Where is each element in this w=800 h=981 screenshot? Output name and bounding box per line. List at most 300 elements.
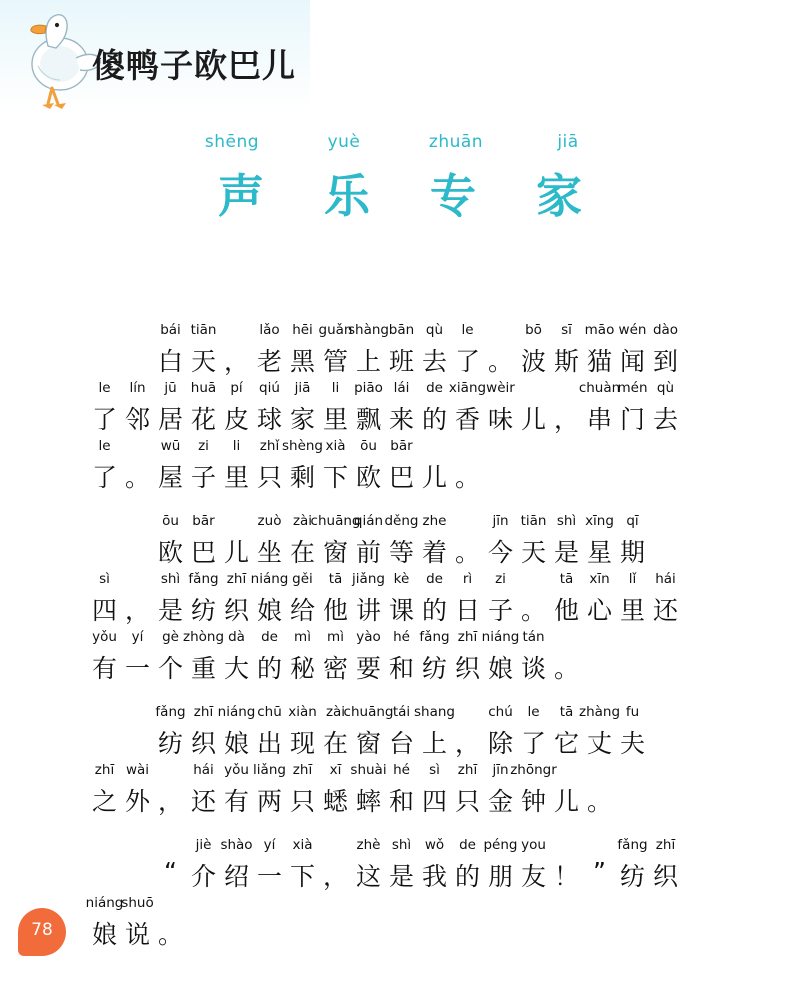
hanzi-char: 密 (322, 654, 349, 683)
hanzi-char: 。 (124, 463, 151, 492)
pinyin-syllable: sì (429, 762, 440, 778)
pinyin-syllable: shuō (121, 895, 154, 911)
pinyin-row (88, 438, 672, 458)
hanzi-char: 里 (619, 596, 646, 625)
hanzi-char: 下 (289, 862, 316, 891)
pinyin-syllable: xīn (589, 571, 610, 587)
pinyin-syllable: zhī (94, 762, 115, 778)
hanzi-char: 心 (586, 596, 613, 625)
pinyin-syllable: zài (292, 513, 313, 529)
pinyin-syllable: xī (329, 762, 342, 778)
hanzi-char: 上 (421, 729, 448, 758)
pinyin-syllable: mì (327, 629, 344, 645)
pinyin-syllable: jiā (294, 380, 311, 396)
pinyin-syllable: zhòng (182, 629, 225, 645)
hanzi-char: 除 (487, 729, 514, 758)
hanzi-char: 课 (388, 596, 415, 625)
hanzi-char: 坐 (256, 538, 283, 567)
pinyin-syllable: xiàn (288, 704, 317, 720)
hanzi-char: 子 (190, 463, 217, 492)
chapter-title: 声 乐 专 家 (217, 169, 605, 223)
pinyin-syllable: shì (160, 571, 181, 587)
pinyin-syllable: de (261, 629, 278, 645)
pinyin-syllable: bār (390, 438, 413, 454)
pinyin-syllable: fu (625, 704, 640, 720)
hanzi-char: 了 (91, 405, 118, 434)
hanzi-char: 居 (157, 405, 184, 434)
hanzi-char: 要 (355, 654, 382, 683)
hanzi-char: 这 (355, 862, 382, 891)
pinyin-syllable: hái (655, 571, 676, 587)
hanzi-char: 屋 (157, 463, 184, 492)
hanzi-char: 是 (553, 538, 580, 567)
hanzi-char: 天 (190, 347, 217, 376)
pinyin-syllable: zhī (457, 629, 478, 645)
pinyin-syllable: děng (384, 513, 419, 529)
hanzi-char: 织 (652, 862, 679, 891)
hanzi-row (88, 342, 679, 380)
hanzi-row (88, 458, 672, 496)
pinyin-row (88, 629, 672, 649)
text-line (85, 895, 672, 953)
pinyin-syllable: shì (391, 837, 412, 853)
hanzi-char: 儿 (421, 463, 448, 492)
hanzi-char: 去 (421, 347, 448, 376)
pinyin-syllable: niáng (481, 629, 520, 645)
hanzi-char: 。 (454, 538, 481, 567)
pinyin-syllable: you (521, 837, 546, 853)
pinyin-syllable: qián (353, 513, 384, 529)
hanzi-char: 去 (652, 405, 679, 434)
hanzi-char: 娘 (223, 729, 250, 758)
pinyin-syllable: qù (656, 380, 675, 396)
hanzi-char: 。 (520, 596, 547, 625)
pinyin-syllable: zuò (257, 513, 282, 529)
text-line (88, 438, 672, 496)
pinyin-syllable: zhe (422, 513, 447, 529)
pinyin-syllable: hé (393, 629, 410, 645)
pinyin-syllable: yǒu (224, 762, 249, 778)
pinyin-row (88, 322, 679, 342)
pinyin-syllable: zhī (292, 762, 313, 778)
hanzi-char: 是 (388, 862, 415, 891)
pinyin-syllable: zi (198, 438, 209, 454)
hanzi-row (88, 649, 672, 687)
pinyin-syllable: mì (294, 629, 311, 645)
pinyin-syllable: māo (584, 322, 615, 338)
pinyin-syllable: tā (559, 571, 574, 587)
hanzi-char: 台 (388, 729, 415, 758)
pinyin-syllable: fǎng (617, 837, 648, 853)
pinyin-syllable: péng (483, 837, 518, 853)
hanzi-char: 秘 (289, 654, 316, 683)
pinyin-syllable: tán (522, 629, 545, 645)
hanzi-char: 天 (520, 538, 547, 567)
hanzi-char: 出 (256, 729, 283, 758)
hanzi-char: 家 (289, 405, 316, 434)
hanzi-char: 白 (157, 347, 184, 376)
pinyin-syllable: bō (525, 322, 542, 338)
pinyin-syllable: lǐ (628, 571, 637, 587)
hanzi-char: “ (164, 857, 177, 886)
hanzi-char: 球 (256, 405, 283, 434)
chapter-pinyin-1: shēng (204, 132, 260, 152)
hanzi-char: 在 (322, 729, 349, 758)
text-line (88, 837, 679, 895)
pinyin-syllable: xià (325, 438, 346, 454)
hanzi-char: 织 (454, 654, 481, 683)
hanzi-char: 。 (487, 347, 514, 376)
hanzi-char: ， (157, 787, 184, 816)
pinyin-syllable: sì (99, 571, 110, 587)
text-line (88, 571, 679, 629)
hanzi-row (88, 782, 672, 820)
pinyin-syllable: tā (559, 704, 574, 720)
hanzi-char: 四 (91, 596, 118, 625)
pinyin-syllable: hái (193, 762, 214, 778)
hanzi-char: 。 (454, 463, 481, 492)
pinyin-syllable: lín (129, 380, 146, 396)
hanzi-char: 在 (289, 538, 316, 567)
pinyin-syllable: de (426, 571, 443, 587)
hanzi-char: 到 (652, 347, 679, 376)
hanzi-char: 前 (355, 538, 382, 567)
hanzi-char: 窗 (355, 729, 382, 758)
pinyin-syllable: yǒu (92, 629, 117, 645)
pinyin-syllable: qī (626, 513, 639, 529)
hanzi-char: 斯 (553, 347, 580, 376)
hanzi-char: 讲 (355, 596, 382, 625)
page-number: 78 (31, 920, 53, 940)
hanzi-char: ， (553, 405, 580, 434)
hanzi-char: ， (223, 347, 250, 376)
pinyin-syllable: le (98, 438, 111, 454)
story-body (85, 322, 679, 970)
pinyin-syllable: mén (617, 380, 648, 396)
hanzi-char: 窗 (322, 538, 349, 567)
pinyin-syllable: tái (392, 704, 411, 720)
hanzi-char: 黑 (289, 347, 316, 376)
pinyin-syllable: bān (388, 322, 415, 338)
hanzi-row (88, 533, 672, 571)
pinyin-syllable: wèir (486, 380, 515, 396)
pinyin-syllable: jiǎng (352, 571, 385, 587)
hanzi-char: 期 (619, 538, 646, 567)
pinyin-syllable: niáng (85, 895, 124, 911)
pinyin-syllable: shang (414, 704, 455, 720)
pinyin-syllable: zi (495, 571, 506, 587)
hanzi-char: ， (322, 862, 349, 891)
hanzi-char: 有 (223, 787, 250, 816)
hanzi-char: 绍 (223, 862, 250, 891)
chapter-pinyin-4: jiā (557, 132, 579, 152)
hanzi-char: 他 (553, 596, 580, 625)
hanzi-char: 和 (388, 654, 415, 683)
pinyin-syllable: fǎng (419, 629, 450, 645)
hanzi-char: 织 (190, 729, 217, 758)
pinyin-syllable: niáng (217, 704, 256, 720)
pinyin-syllable: ōu (162, 513, 179, 529)
hanzi-char: 给 (289, 596, 316, 625)
pinyin-syllable: tiān (520, 513, 547, 529)
pinyin-syllable: ōu (360, 438, 377, 454)
pinyin-syllable: bār (192, 513, 215, 529)
text-line (88, 629, 672, 687)
hanzi-char: 的 (256, 654, 283, 683)
hanzi-char: 了 (454, 347, 481, 376)
hanzi-char: 里 (223, 463, 250, 492)
chapter-pinyin-2: yuè (327, 132, 361, 152)
hanzi-char: 。 (553, 654, 580, 683)
hanzi-char: 的 (454, 862, 481, 891)
paragraph (88, 513, 679, 687)
hanzi-char: 还 (652, 596, 679, 625)
hanzi-char: 今 (487, 538, 514, 567)
hanzi-char: 纺 (190, 596, 217, 625)
pinyin-syllable: hé (393, 762, 410, 778)
hanzi-char: 一 (124, 654, 151, 683)
hanzi-char: 花 (190, 405, 217, 434)
pinyin-syllable: de (426, 380, 443, 396)
hanzi-char: 等 (388, 538, 415, 567)
hanzi-char: ， (124, 596, 151, 625)
pinyin-syllable: li (331, 380, 340, 396)
hanzi-char: 管 (322, 347, 349, 376)
pinyin-syllable: wū (160, 438, 181, 454)
pinyin-syllable: fǎng (155, 704, 186, 720)
pinyin-syllable: le (98, 380, 111, 396)
page-banner (0, 0, 800, 118)
pinyin-syllable: yào (356, 629, 381, 645)
hanzi-char: 金 (487, 787, 514, 816)
paragraph (88, 704, 672, 820)
hanzi-char: 蟋 (322, 787, 349, 816)
pinyin-syllable: dà (228, 629, 245, 645)
hanzi-char: 和 (388, 787, 415, 816)
pinyin-syllable: yí (263, 837, 276, 853)
hanzi-char: 了 (91, 463, 118, 492)
hanzi-char: 剩 (289, 463, 316, 492)
pinyin-syllable: le (461, 322, 474, 338)
hanzi-char: 娘 (256, 596, 283, 625)
series-title: 傻鸭子欧巴儿 (92, 46, 296, 85)
pinyin-syllable: lǎo (259, 322, 280, 338)
hanzi-char: 纺 (157, 729, 184, 758)
hanzi-char: 大 (223, 654, 250, 683)
pinyin-syllable: zhàng (578, 704, 621, 720)
hanzi-char: 了 (520, 729, 547, 758)
hanzi-row (88, 857, 679, 895)
hanzi-char: 个 (157, 654, 184, 683)
text-line (88, 762, 672, 820)
hanzi-char: 下 (322, 463, 349, 492)
hanzi-char: 巴 (388, 463, 415, 492)
pinyin-syllable: qù (425, 322, 444, 338)
pinyin-syllable: yí (131, 629, 144, 645)
pinyin-syllable: zhī (655, 837, 676, 853)
pinyin-syllable: wǒ (424, 837, 445, 853)
hanzi-char: 介 (190, 862, 217, 891)
chapter-pinyin-3: zhuān (428, 132, 484, 152)
hanzi-char: 朋 (487, 862, 514, 891)
hanzi-char: 皮 (223, 405, 250, 434)
hanzi-char: ” (593, 857, 606, 886)
hanzi-char: 欧 (355, 463, 382, 492)
hanzi-char: 钟 (520, 787, 547, 816)
hanzi-char: 织 (223, 596, 250, 625)
hanzi-char: 只 (289, 787, 316, 816)
hanzi-char: 夫 (619, 729, 646, 758)
paragraph (85, 837, 679, 953)
hanzi-char: 。 (157, 920, 184, 949)
pinyin-syllable: zhǐ (259, 438, 280, 454)
hanzi-char: 纺 (421, 654, 448, 683)
pinyin-syllable: kè (393, 571, 410, 587)
pinyin-syllable: chuāng (310, 513, 361, 529)
chapter-pinyin-row (0, 132, 800, 152)
pinyin-syllable: bái (160, 322, 181, 338)
pinyin-syllable: gěi (292, 571, 313, 587)
pinyin-syllable: shuài (350, 762, 387, 778)
hanzi-char: 现 (289, 729, 316, 758)
hanzi-char: 香 (454, 405, 481, 434)
hanzi-char: 猫 (586, 347, 613, 376)
hanzi-char: 味 (487, 405, 514, 434)
pinyin-row (85, 895, 672, 915)
hanzi-char: 只 (256, 463, 283, 492)
pinyin-syllable: huā (190, 380, 217, 396)
hanzi-char: 老 (256, 347, 283, 376)
pinyin-syllable: zài (325, 704, 346, 720)
hanzi-char: 。 (586, 787, 613, 816)
text-line (88, 513, 672, 571)
hanzi-char: 谈 (520, 654, 547, 683)
pinyin-syllable: chū (257, 704, 282, 720)
hanzi-char: 两 (256, 787, 283, 816)
pinyin-syllable: xīng (585, 513, 614, 529)
pinyin-row (88, 380, 675, 400)
pinyin-syllable: jīn (492, 762, 509, 778)
hanzi-char: 外 (124, 787, 151, 816)
hanzi-char: 只 (454, 787, 481, 816)
pinyin-syllable: guǎn (318, 322, 353, 338)
hanzi-char: 巴 (190, 538, 217, 567)
hanzi-char: 里 (322, 405, 349, 434)
pinyin-syllable: chú (488, 704, 513, 720)
pinyin-syllable: zhī (457, 762, 478, 778)
pinyin-syllable: chuàn (578, 380, 621, 396)
pinyin-syllable: gè (162, 629, 179, 645)
hanzi-char: 是 (157, 596, 184, 625)
pinyin-syllable: zhè (356, 837, 381, 853)
hanzi-char: 四 (421, 787, 448, 816)
hanzi-char: 儿 (223, 538, 250, 567)
pinyin-syllable: dào (652, 322, 679, 338)
pinyin-syllable: shào (220, 837, 253, 853)
pinyin-syllable: pí (230, 380, 243, 396)
hanzi-char: 儿 (553, 787, 580, 816)
hanzi-char: 上 (355, 347, 382, 376)
hanzi-char: 还 (190, 787, 217, 816)
hanzi-char: 儿 (520, 405, 547, 434)
hanzi-char: 欧 (157, 538, 184, 567)
text-line (88, 322, 679, 380)
pinyin-syllable: le (527, 704, 540, 720)
hanzi-row (88, 591, 679, 629)
pinyin-syllable: shì (556, 513, 577, 529)
pinyin-syllable: hēi (292, 322, 313, 338)
pinyin-syllable: sī (561, 322, 572, 338)
hanzi-char: 串 (586, 405, 613, 434)
hanzi-char: 的 (421, 596, 448, 625)
pinyin-syllable: niáng (250, 571, 289, 587)
pinyin-syllable: rì (462, 571, 473, 587)
text-line (88, 704, 672, 762)
pinyin-syllable: jiè (195, 837, 212, 853)
paragraph (88, 322, 679, 496)
hanzi-char: 蟀 (355, 787, 382, 816)
hanzi-char: 门 (619, 405, 646, 434)
hanzi-row (88, 724, 672, 762)
hanzi-char: 纺 (619, 862, 646, 891)
pinyin-syllable: xià (292, 837, 313, 853)
pinyin-syllable: tiān (190, 322, 217, 338)
pinyin-syllable: jū (164, 380, 177, 396)
chapter-heading (0, 132, 800, 226)
pinyin-syllable: zhī (193, 704, 214, 720)
hanzi-char: 友 (520, 862, 547, 891)
pinyin-syllable: tā (328, 571, 343, 587)
pinyin-syllable: wén (618, 322, 647, 338)
hanzi-row (88, 915, 672, 953)
hanzi-char: 波 (520, 347, 547, 376)
pinyin-syllable: wài (125, 762, 150, 778)
pinyin-syllable: de (459, 837, 476, 853)
pinyin-syllable: xiāng (448, 380, 487, 396)
pinyin-syllable: piāo (354, 380, 383, 396)
text-line (88, 380, 679, 438)
pinyin-syllable: qiú (259, 380, 280, 396)
hanzi-char: 它 (553, 729, 580, 758)
hanzi-char: 的 (421, 405, 448, 434)
pinyin-syllable: fǎng (188, 571, 219, 587)
hanzi-char: 他 (322, 596, 349, 625)
hanzi-char: 着 (421, 538, 448, 567)
pinyin-row (88, 513, 672, 533)
hanzi-char: 娘 (91, 920, 118, 949)
pinyin-row (88, 704, 672, 724)
hanzi-char: 重 (190, 654, 217, 683)
hanzi-char: 日 (454, 596, 481, 625)
hanzi-char: 星 (586, 538, 613, 567)
hanzi-char: 我 (421, 862, 448, 891)
hanzi-row (88, 400, 679, 438)
pinyin-syllable: lái (393, 380, 410, 396)
pinyin-syllable: shèng (281, 438, 324, 454)
hanzi-char: 丈 (586, 729, 613, 758)
hanzi-char: 一 (256, 862, 283, 891)
hanzi-char: 之 (91, 787, 118, 816)
pinyin-syllable: liǎng (253, 762, 286, 778)
pinyin-row (88, 762, 672, 782)
pinyin-row (88, 837, 676, 857)
hanzi-char: 班 (388, 347, 415, 376)
pinyin-syllable: li (232, 438, 241, 454)
hanzi-char: 说 (124, 920, 151, 949)
hanzi-char: 子 (487, 596, 514, 625)
hanzi-char: ， (454, 729, 481, 758)
pinyin-syllable: zhōngr (510, 762, 557, 778)
